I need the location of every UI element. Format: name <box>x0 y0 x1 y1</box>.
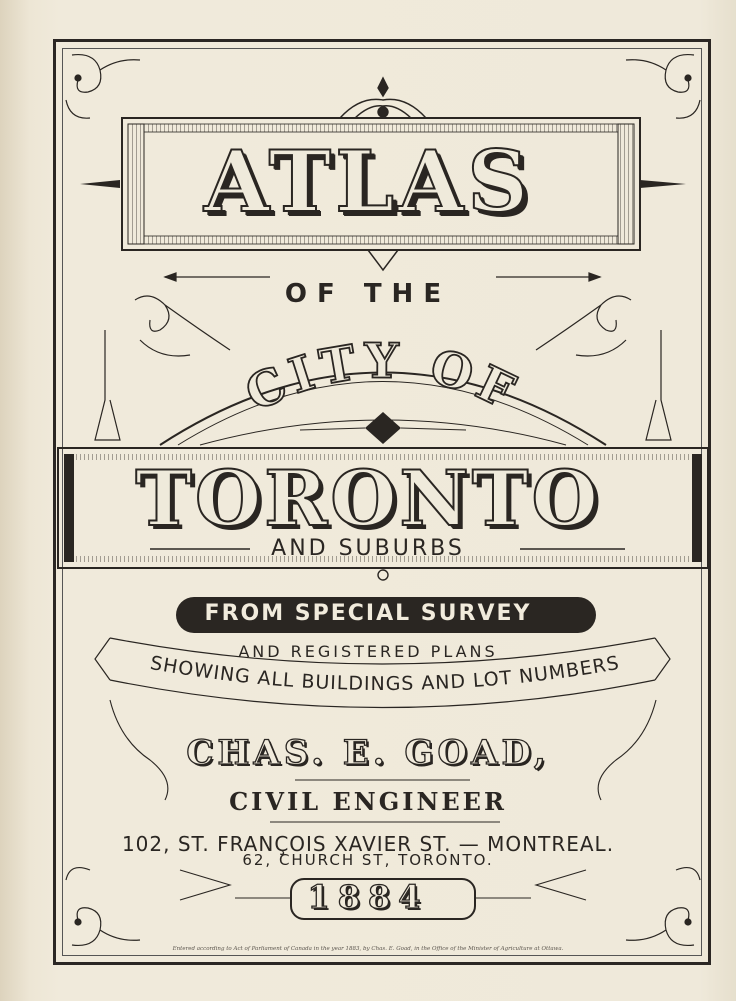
survey-banner-text: FROM SPECIAL SURVEY <box>204 601 532 626</box>
copyright-footnote: Entered according to Act of Parliament of Canada in the year 1883, by Chas. E. Goad, in the Office of the Minister of Agriculture at Ottawa. <box>172 946 564 952</box>
author-name: CHAS. E. GOAD, <box>186 733 550 773</box>
publication-year: 1884 <box>307 878 429 916</box>
address-montreal: 102, ST. FRANÇOIS XAVIER ST. — MONTREAL. <box>121 832 615 856</box>
city-of-textpath: CITY OF <box>237 333 529 423</box>
scroll-flourish-right <box>536 296 671 440</box>
showing-textpath: SHOWING ALL BUILDINGS AND LOT NUMBERS <box>148 651 622 696</box>
corner-flourish-top-left <box>66 55 140 119</box>
registered-plans-text: AND REGISTERED PLANS <box>238 642 498 661</box>
title-toronto: TORONTO <box>135 454 601 543</box>
title-atlas: ATLAS <box>204 132 532 231</box>
corner-flourish-top-right <box>626 55 700 119</box>
scroll-flourish-left <box>95 296 230 440</box>
address-toronto: 62, CHURCH ST, TORONTO. <box>242 851 494 869</box>
top-crest-ornament <box>340 78 426 118</box>
city-of-text <box>237 333 528 422</box>
author-title: CIVIL ENGINEER <box>229 787 507 816</box>
title-suburbs: AND SUBURBS <box>271 536 465 561</box>
title-of-the: OF THE <box>284 279 452 309</box>
